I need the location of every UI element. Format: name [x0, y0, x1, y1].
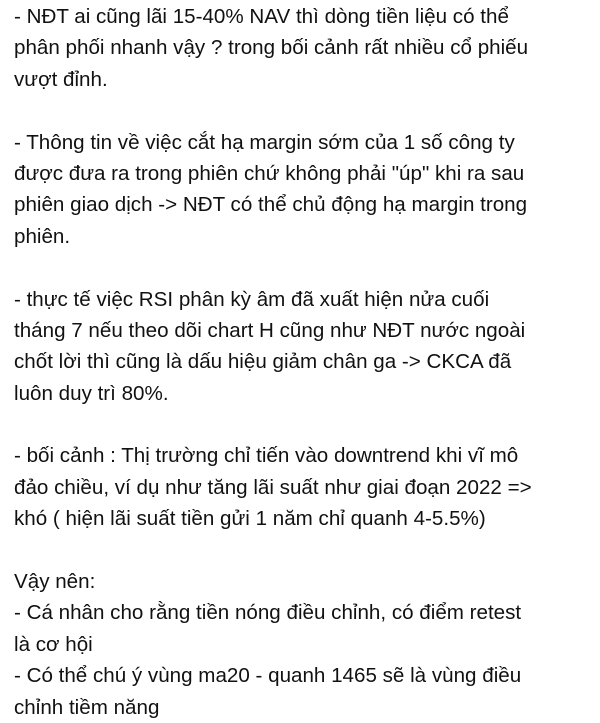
- post-text: [14, 1, 594, 723]
- text-line: được đưa ra trong phiên chứ không phải "úp" khi ra sau: [14, 161, 525, 185]
- text-line: luôn duy trì 80%.: [14, 381, 169, 405]
- text-line: - Cá nhân cho rằng tiền nóng điều chỉnh, có điểm retest: [14, 601, 522, 625]
- text-line: phân phối nhanh vậy ? trong bối cảnh rất nhiều cổ phiếu: [14, 36, 529, 60]
- text-line: vượt đỉnh.: [14, 67, 108, 91]
- paragraph-5: [14, 566, 594, 723]
- text-line: - thực tế việc RSI phân kỳ âm đã xuất hiện nửa cuối: [14, 287, 490, 311]
- text-line: chốt lời thì cũng là dấu hiệu giảm chân ga -> CKCA đã: [14, 350, 512, 374]
- text-line: chỉnh tiềm năng: [14, 695, 160, 719]
- paragraph-3: [14, 284, 594, 410]
- text-line: - Thông tin về việc cắt hạ margin sớm của 1 số công ty: [14, 130, 515, 154]
- text-line: phiên.: [14, 224, 71, 248]
- text-line: - Có thể chú ý vùng ma20 - quanh 1465 sẽ là vùng điều: [14, 664, 522, 688]
- text-line: đảo chiều, ví dụ như tăng lãi suất như giai đoạn 2022 =>: [14, 475, 532, 499]
- text-line: tháng 7 nếu theo dõi chart H cũng như NĐT nước ngoài: [14, 318, 526, 342]
- paragraph-spacer: [14, 252, 594, 283]
- paragraph-4: [14, 440, 594, 534]
- paragraph-2: [14, 127, 594, 253]
- text-line: là cơ hội: [14, 632, 93, 656]
- paragraph-spacer: [14, 409, 594, 440]
- text-line: - bối cảnh : Thị trường chỉ tiến vào downtrend khi vĩ mô: [14, 444, 519, 468]
- paragraph-spacer: [14, 95, 594, 126]
- text-line: - NĐT ai cũng lãi 15-40% NAV thì dòng tiền liệu có thể: [14, 5, 509, 28]
- paragraph-spacer: [14, 535, 594, 566]
- text-line: Vậy nên:: [14, 570, 96, 594]
- text-line: khó ( hiện lãi suất tiền gửi 1 năm chỉ quanh 4-5.5%): [14, 507, 486, 531]
- paragraph-1: [14, 1, 594, 95]
- text-line: phiên giao dịch -> NĐT có thể chủ động hạ margin trong: [14, 193, 528, 217]
